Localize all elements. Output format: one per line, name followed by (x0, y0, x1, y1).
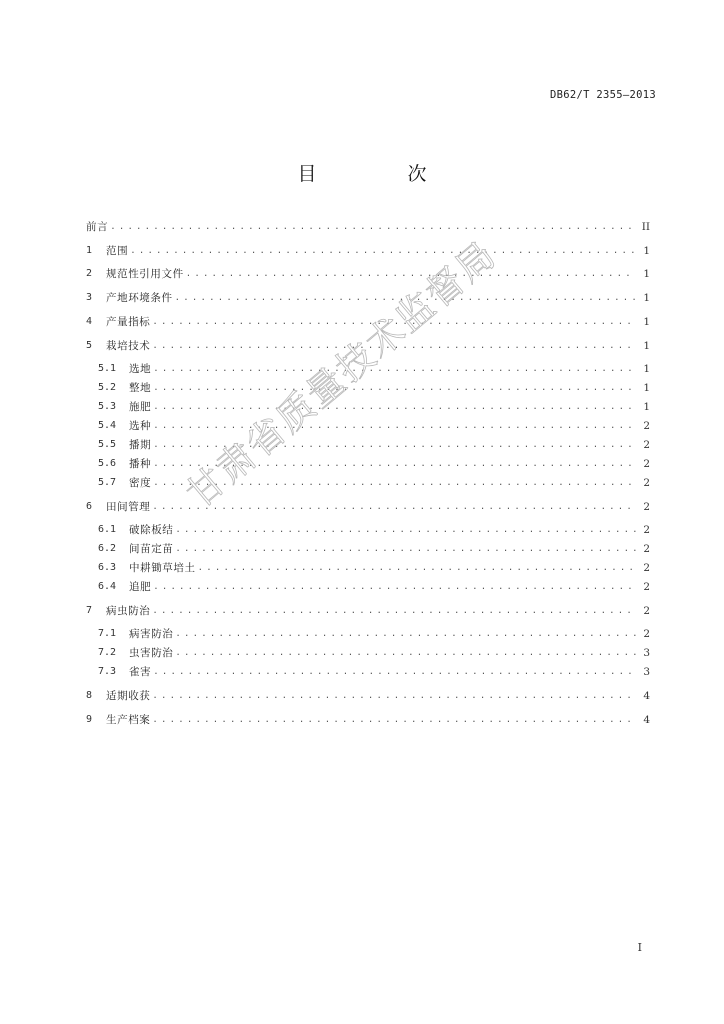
toc-entry-label: 施肥 (129, 401, 152, 413)
toc-leader-dots (152, 500, 636, 514)
toc-entry-number: 2 (86, 268, 93, 279)
toc-entry-number: 7.1 (98, 628, 117, 639)
toc-entry-label: 栽培技术 (106, 340, 151, 352)
toc-entry-label: 播期 (129, 439, 152, 451)
toc-entry-number: 5.6 (98, 458, 117, 469)
toc-entry-label: 规范性引用文件 (106, 268, 184, 280)
toc-entry-6[interactable] (86, 500, 650, 514)
toc-entry-5-1[interactable] (86, 362, 650, 376)
toc-entry-foreword[interactable] (86, 220, 650, 234)
toc-leader-dots (175, 523, 636, 537)
toc-entry-label: 适期收获 (106, 690, 151, 702)
toc-entry-label: 病虫防治 (106, 605, 151, 617)
toc-entry-number: 6 (86, 501, 93, 512)
toc-entry-number: 6.4 (98, 581, 117, 592)
toc-leader-dots (153, 362, 636, 376)
toc-entry-label: 虫害防治 (129, 647, 174, 659)
toc-entry-8[interactable] (86, 689, 650, 703)
toc-entry-number: 9 (86, 714, 93, 725)
toc-entry-label: 田间管理 (106, 501, 151, 513)
toc-entry-label: 产量指标 (106, 316, 151, 328)
toc-leader-dots (152, 315, 636, 329)
toc-entry-number: 5.5 (98, 439, 117, 450)
toc-title: 目 次 (297, 163, 463, 185)
toc-leader-dots (130, 244, 636, 258)
toc-entry-4[interactable] (86, 315, 650, 329)
toc-entry-page: 3 (643, 666, 650, 678)
toc-entry-page: 2 (643, 501, 650, 513)
toc-leader-dots (198, 561, 636, 575)
toc-entry-7[interactable] (86, 604, 650, 618)
toc-entry-label: 整地 (129, 382, 152, 394)
toc-entry-7-1[interactable] (86, 627, 650, 641)
toc-entry-number: 5.2 (98, 382, 117, 393)
toc-entry-label: 密度 (129, 477, 152, 489)
toc-leader-dots (153, 457, 636, 471)
toc-entry-6-1[interactable] (86, 523, 650, 537)
toc-entry-page: 2 (643, 524, 650, 536)
toc-entry-5-3[interactable] (86, 400, 650, 414)
toc-entry-5-4[interactable] (86, 419, 650, 433)
toc-entry-number: 5.4 (98, 420, 117, 431)
document-code: DB62/T 2355—2013 (550, 89, 656, 101)
toc-entry-label: 病害防治 (129, 628, 174, 640)
toc-entry-label: 破除板结 (129, 524, 174, 536)
toc-leader-dots (153, 665, 636, 679)
toc-entry-label: 选种 (129, 420, 152, 432)
toc-leader-dots (175, 542, 636, 556)
toc-leader-dots (152, 604, 636, 618)
toc-entry-page: 2 (643, 543, 650, 555)
toc-leader-dots (153, 476, 636, 490)
toc-leader-dots (153, 438, 636, 452)
toc-entry-1[interactable] (86, 244, 650, 258)
toc-entry-page: 1 (643, 268, 650, 280)
toc-entry-page: II (641, 221, 650, 233)
toc-entry-page: 4 (643, 690, 650, 702)
toc-entry-label: 生产档案 (106, 714, 151, 726)
toc-entry-page: 3 (643, 647, 650, 659)
toc-entry-7-3[interactable] (86, 665, 650, 679)
toc-leader-dots (153, 580, 636, 594)
toc-entry-number: 7.3 (98, 666, 117, 677)
toc-entry-9[interactable] (86, 713, 650, 727)
toc-entry-page: 1 (643, 245, 650, 257)
toc-entry-number: 5.3 (98, 401, 117, 412)
toc-leader-dots (153, 400, 636, 414)
toc-entry-2[interactable] (86, 267, 650, 281)
toc-entry-page: 2 (643, 581, 650, 593)
toc-leader-dots (186, 267, 636, 281)
toc-leader-dots (175, 646, 636, 660)
toc-entry-page: 1 (643, 363, 650, 375)
toc-entry-page: 1 (643, 340, 650, 352)
toc-entry-label: 中耕锄草培土 (129, 562, 196, 574)
toc-entry-label: 播种 (129, 458, 152, 470)
toc-entry-number: 1 (86, 245, 93, 256)
toc-entry-number: 3 (86, 292, 93, 303)
toc-entry-label: 追肥 (129, 581, 152, 593)
toc-entry-label: 雀害 (129, 666, 152, 678)
toc-leader-dots (153, 419, 636, 433)
toc-entry-page: 1 (643, 316, 650, 328)
toc-entry-number: 5.7 (98, 477, 117, 488)
toc-entry-label: 产地环境条件 (106, 292, 173, 304)
toc-entry-5-5[interactable] (86, 438, 650, 452)
toc-entry-label: 选地 (129, 363, 152, 375)
toc-entry-5-2[interactable] (86, 381, 650, 395)
toc-leader-dots (152, 339, 636, 353)
toc-entry-page: 4 (643, 714, 650, 726)
toc-entry-6-2[interactable] (86, 542, 650, 556)
toc-entry-label: 前言 (86, 221, 109, 233)
toc-entry-number: 7 (86, 605, 93, 616)
toc-entry-page: 2 (643, 439, 650, 451)
toc-entry-page: 2 (643, 477, 650, 489)
toc-leader-dots (152, 689, 636, 703)
toc-leader-dots (153, 381, 636, 395)
toc-entry-5[interactable] (86, 339, 650, 353)
toc-entry-number: 4 (86, 316, 93, 327)
toc-entry-number: 6.1 (98, 524, 117, 535)
toc-entry-number: 6.2 (98, 543, 117, 554)
toc-entry-label: 间苗定苗 (129, 543, 174, 555)
toc-leader-dots (110, 220, 636, 234)
toc-entry-5-6[interactable] (86, 457, 650, 471)
toc-leader-dots (152, 713, 636, 727)
toc-leader-dots (175, 291, 636, 305)
toc-leader-dots (175, 627, 636, 641)
toc-entry-label: 范围 (106, 245, 129, 257)
toc-entry-page: 2 (643, 458, 650, 470)
toc-entry-number: 6.3 (98, 562, 117, 573)
toc-entry-5-7[interactable] (86, 476, 650, 490)
toc-entry-3[interactable] (86, 291, 650, 305)
page-number: I (637, 941, 642, 954)
toc-entry-page: 1 (643, 382, 650, 394)
toc-entry-6-3[interactable] (86, 561, 650, 575)
toc-entry-page: 2 (643, 562, 650, 574)
toc-entry-7-2[interactable] (86, 646, 650, 660)
toc-entry-page: 1 (643, 292, 650, 304)
toc-entry-page: 2 (643, 420, 650, 432)
toc-entry-number: 7.2 (98, 647, 117, 658)
toc-entry-number: 5 (86, 340, 93, 351)
toc-entry-page: 2 (643, 628, 650, 640)
toc-entry-page: 1 (643, 401, 650, 413)
toc-entry-page: 2 (643, 605, 650, 617)
toc-entry-number: 8 (86, 690, 93, 701)
watermark-text: 甘肃省质量技术监督局 (178, 232, 505, 517)
toc-entry-6-4[interactable] (86, 580, 650, 594)
toc-entry-number: 5.1 (98, 363, 117, 374)
